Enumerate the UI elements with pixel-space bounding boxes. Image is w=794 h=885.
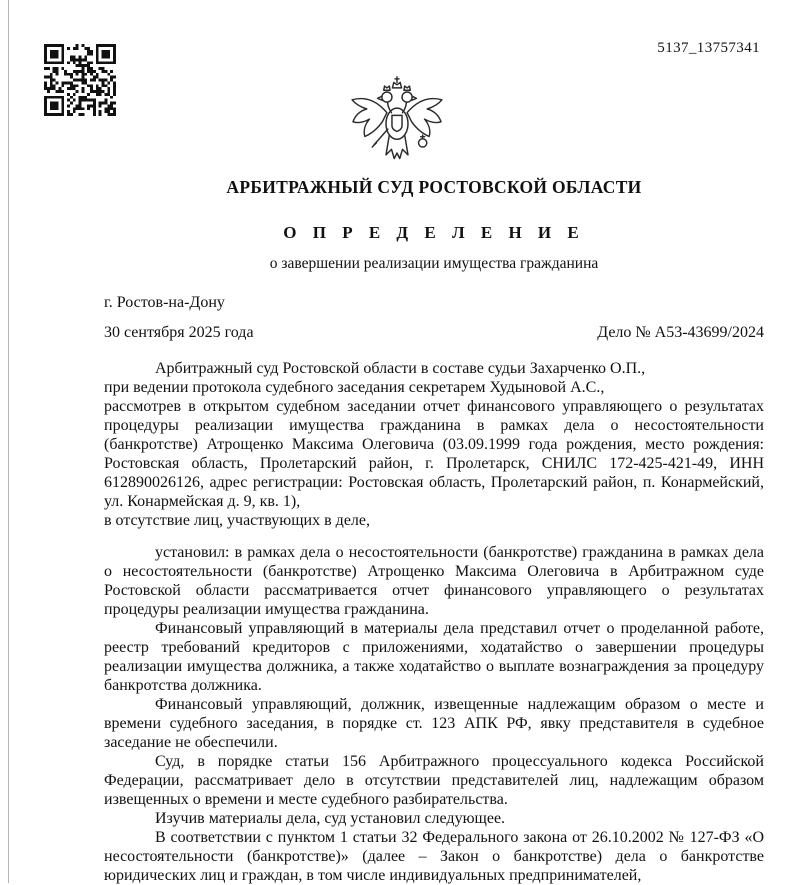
city-line: г. Ростов-на-Дону <box>104 294 225 311</box>
date-case-row <box>104 324 764 342</box>
paragraph-secretary: при ведении протокола судебного заседания секретарем Худыновой А.С., <box>104 379 605 396</box>
paragraph-manager-report: Финансовый управляющий в материалы дела представил отчет о проделанной работе, реестр требований кредиторов с приложениями, ходатайство о завершении процедуры реализации имущества должника, а также ходатайство о выплате вознаграждения за процедуру банкротства должника. <box>104 620 764 694</box>
page-edge-line <box>8 0 9 883</box>
case-number: Дело № А53-43699/2024 <box>597 324 764 341</box>
document-number: 5137_13757341 <box>657 40 760 56</box>
document-date: 30 сентября 2025 года <box>104 324 254 341</box>
paragraph-notification: Финансовый управляющий, должник, извещенные надлежащим образом о месте и времени судебного заседания, в порядке ст. 123 АПК РФ, явку представителя в судебное заседание не обеспечили. <box>104 696 764 751</box>
paragraph-materials: Изучив материалы дела, суд установил следующее. <box>155 810 506 827</box>
qr-code <box>44 44 116 116</box>
paragraph-established: установил: в рамках дела о несостоятельности (банкротстве) гражданина в рамках дела о несостоятельности (банкротстве) Атрощенко Максима Олеговича в Арбитражном суде Ростовской области рассматривается отчет финансового управляющего о результатах процедуры реализации имущества гражданина. <box>104 544 764 618</box>
document-body <box>104 359 764 885</box>
paragraph-case-review: рассмотрев в открытом судебном заседании отчет финансового управляющего о результатах процедуры реализации имущества гражданина в рамках дела о несостоятельности (банкротстве) Атрощенко Максима Олеговича (03.09.1999 года рождения, место рождения: Ростовская область, Пролетарский район, г. Пролетарск, СНИЛС 172-425-421-49, ИНН 612890026126, адрес регистрации: Ростовская область, Пролетарский район, п. Конармейский, ул. Конармейская д. 9, кв. 1), <box>104 398 764 510</box>
document-content <box>0 177 794 885</box>
document-subtitle: о завершении реализации имущества гражданина <box>269 255 599 272</box>
emblem-container <box>0 0 794 169</box>
coat-of-arms-icon <box>338 76 456 164</box>
paragraph-composition: Арбитражный суд Ростовской области в составе судьи Захарченко О.П., <box>155 360 646 377</box>
paragraph-law-127fz: В соответствии с пунктом 1 статьи 32 Федерального закона от 26.10.2002 № 127-ФЗ «О несостоятельности (банкротстве)» (далее – Закон о банкротстве) дела о банкротстве юридических лиц и граждан, в том числе индивидуальных предпринимателей, <box>104 829 764 884</box>
document-type-title: О П Р Е Д Е Л Е Н И Е <box>283 223 585 242</box>
paragraph-absence: в отсутствие лиц, участвующих в деле, <box>104 512 370 529</box>
court-name: АРБИТРАЖНЫЙ СУД РОСТОВСКОЙ ОБЛАСТИ <box>226 177 642 197</box>
paragraph-article-156: Суд, в порядке статьи 156 Арбитражного процессуального кодекса Российской Федерации, рассматривает дело в отсутствии представителей лиц, надлежащим образом извещенных о времени и месте судебного разбирательства. <box>104 753 764 808</box>
